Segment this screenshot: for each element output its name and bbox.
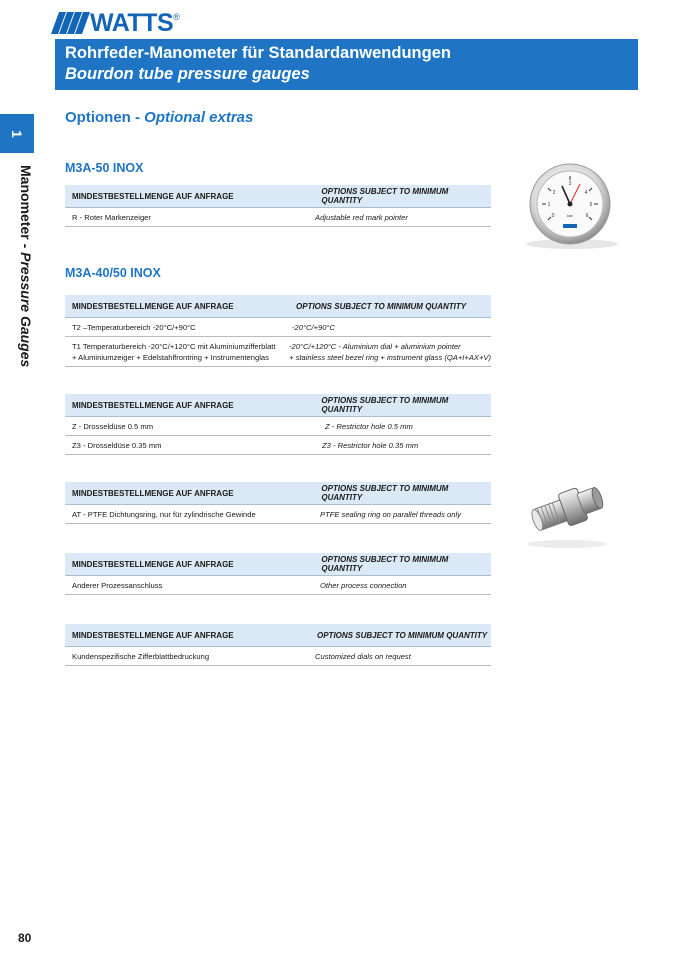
options-table	[65, 295, 491, 367]
chapter-label-de: Manometer -	[18, 165, 34, 253]
header-de: MINDESTBESTELLMENGE AUF ANFRAGE	[72, 301, 234, 311]
title-en: Bourdon tube pressure gauges	[65, 65, 310, 83]
table-row	[65, 337, 491, 367]
option-en: Z3 - Restrictor hole 0.35 mm	[322, 441, 419, 450]
option-en: Other process connection	[320, 581, 407, 590]
header-banner	[55, 39, 638, 90]
table-row	[65, 647, 491, 666]
model-heading: M3A-50 INOX	[65, 161, 144, 175]
option-en: -20°C/+90°C	[292, 323, 336, 332]
option-en: -20°C/+120°C - Aluminium dial + aluminium pointer	[289, 342, 461, 351]
option-de: Anderer Prozessanschluss	[72, 581, 163, 590]
header-en: OPTIONS SUBJECT TO MINIMUM QUANTITY	[321, 484, 449, 502]
chapter-label	[4, 165, 34, 435]
options-table	[65, 624, 491, 666]
gauge-unit: bar	[567, 213, 573, 218]
options-table	[65, 394, 491, 455]
header-de: MINDESTBESTELLMENGE AUF ANFRAGE	[72, 559, 234, 569]
model-heading: M3A-40/50 INOX	[65, 266, 161, 280]
header-de: MINDESTBESTELLMENGE AUF ANFRAGE	[72, 191, 234, 201]
table-row	[65, 505, 491, 524]
option-de: T2 –Temperaturbereich -20°C/+90°C	[72, 323, 196, 332]
header-en: OPTIONS SUBJECT TO MINIMUM QUANTITY	[321, 187, 449, 205]
svg-text:1: 1	[547, 202, 551, 208]
watts-logo-mark	[55, 12, 86, 34]
option-en: Z - Restrictor hole 0.5 mm	[325, 422, 413, 431]
svg-text:5: 5	[589, 202, 593, 208]
option-de: R - Roter Markenzeiger	[72, 213, 151, 222]
header-de: MINDESTBESTELLMENGE AUF ANFRAGE	[72, 488, 234, 498]
fitting-image	[515, 468, 619, 550]
table-row	[65, 417, 491, 436]
option-de: + Aluminiumzeiger + Edelstahlfrontring + Instrumentenglas	[72, 353, 269, 362]
options-table	[65, 553, 491, 595]
option-en: + stainless steel bezel ring + instrument glass (QA+I+AX+V)	[289, 353, 491, 362]
table-row	[65, 436, 491, 455]
option-de: AT - PTFE Dichtungsring, nur für zylindrische Gewinde	[72, 510, 256, 519]
option-en: PTFE sealing ring on parallel threads only	[320, 510, 461, 519]
table-row	[65, 318, 491, 337]
section-title-en: Optional extras	[144, 109, 254, 126]
header-de: MINDESTBESTELLMENGE AUF ANFRAGE	[72, 400, 234, 410]
table-row	[65, 208, 491, 227]
gauge-brand-plate	[563, 224, 577, 228]
svg-text:0: 0	[551, 213, 555, 219]
option-de: Z - Drosseldüse 0.5 mm	[72, 422, 154, 431]
table-header	[65, 185, 491, 208]
chapter-tab	[0, 114, 34, 153]
options-table	[65, 185, 491, 227]
pressure-gauge-image	[514, 162, 626, 250]
header-en: OPTIONS SUBJECT TO MINIMUM QUANTITY	[321, 555, 449, 573]
header-en: OPTIONS SUBJECT TO MINIMUM QUANTITY	[317, 630, 488, 640]
option-en: Customized dials on request	[315, 652, 411, 661]
table-header	[65, 624, 491, 647]
svg-text:2: 2	[552, 190, 556, 196]
table-header	[65, 482, 491, 505]
table-header	[65, 553, 491, 576]
option-en: Adjustable red mark pointer	[315, 213, 408, 222]
chapter-label-en: Pressure Gauges	[18, 252, 34, 368]
svg-text:6: 6	[585, 213, 589, 219]
section-title-de: Optionen -	[65, 109, 145, 126]
option-de: Z3 - Drosseldüse 0.35 mm	[72, 441, 162, 450]
header-en: OPTIONS SUBJECT TO MINIMUM QUANTITY	[296, 301, 467, 311]
svg-text:4: 4	[584, 190, 588, 196]
watts-logo	[55, 10, 180, 36]
table-header	[65, 295, 491, 318]
page-number: 80	[18, 931, 32, 945]
table-header	[65, 394, 491, 417]
table-row	[65, 576, 491, 595]
header-en: OPTIONS SUBJECT TO MINIMUM QUANTITY	[321, 396, 449, 414]
registered-mark: ®	[173, 12, 180, 22]
section-title	[65, 109, 253, 126]
header-de: MINDESTBESTELLMENGE AUF ANFRAGE	[72, 630, 234, 640]
chapter-number: 1	[8, 129, 25, 138]
options-table	[65, 482, 491, 524]
brand-name: WATTS	[90, 8, 174, 37]
svg-text:3: 3	[568, 181, 572, 187]
title-de: Rohrfeder-Manometer für Standardanwendungen	[65, 44, 451, 62]
option-de: Kundenspezifische Zifferblattbedruckung	[72, 652, 210, 661]
option-de: T1 Temperaturbereich -20°C/+120°C mit Aluminiumzifferblatt	[72, 342, 276, 351]
